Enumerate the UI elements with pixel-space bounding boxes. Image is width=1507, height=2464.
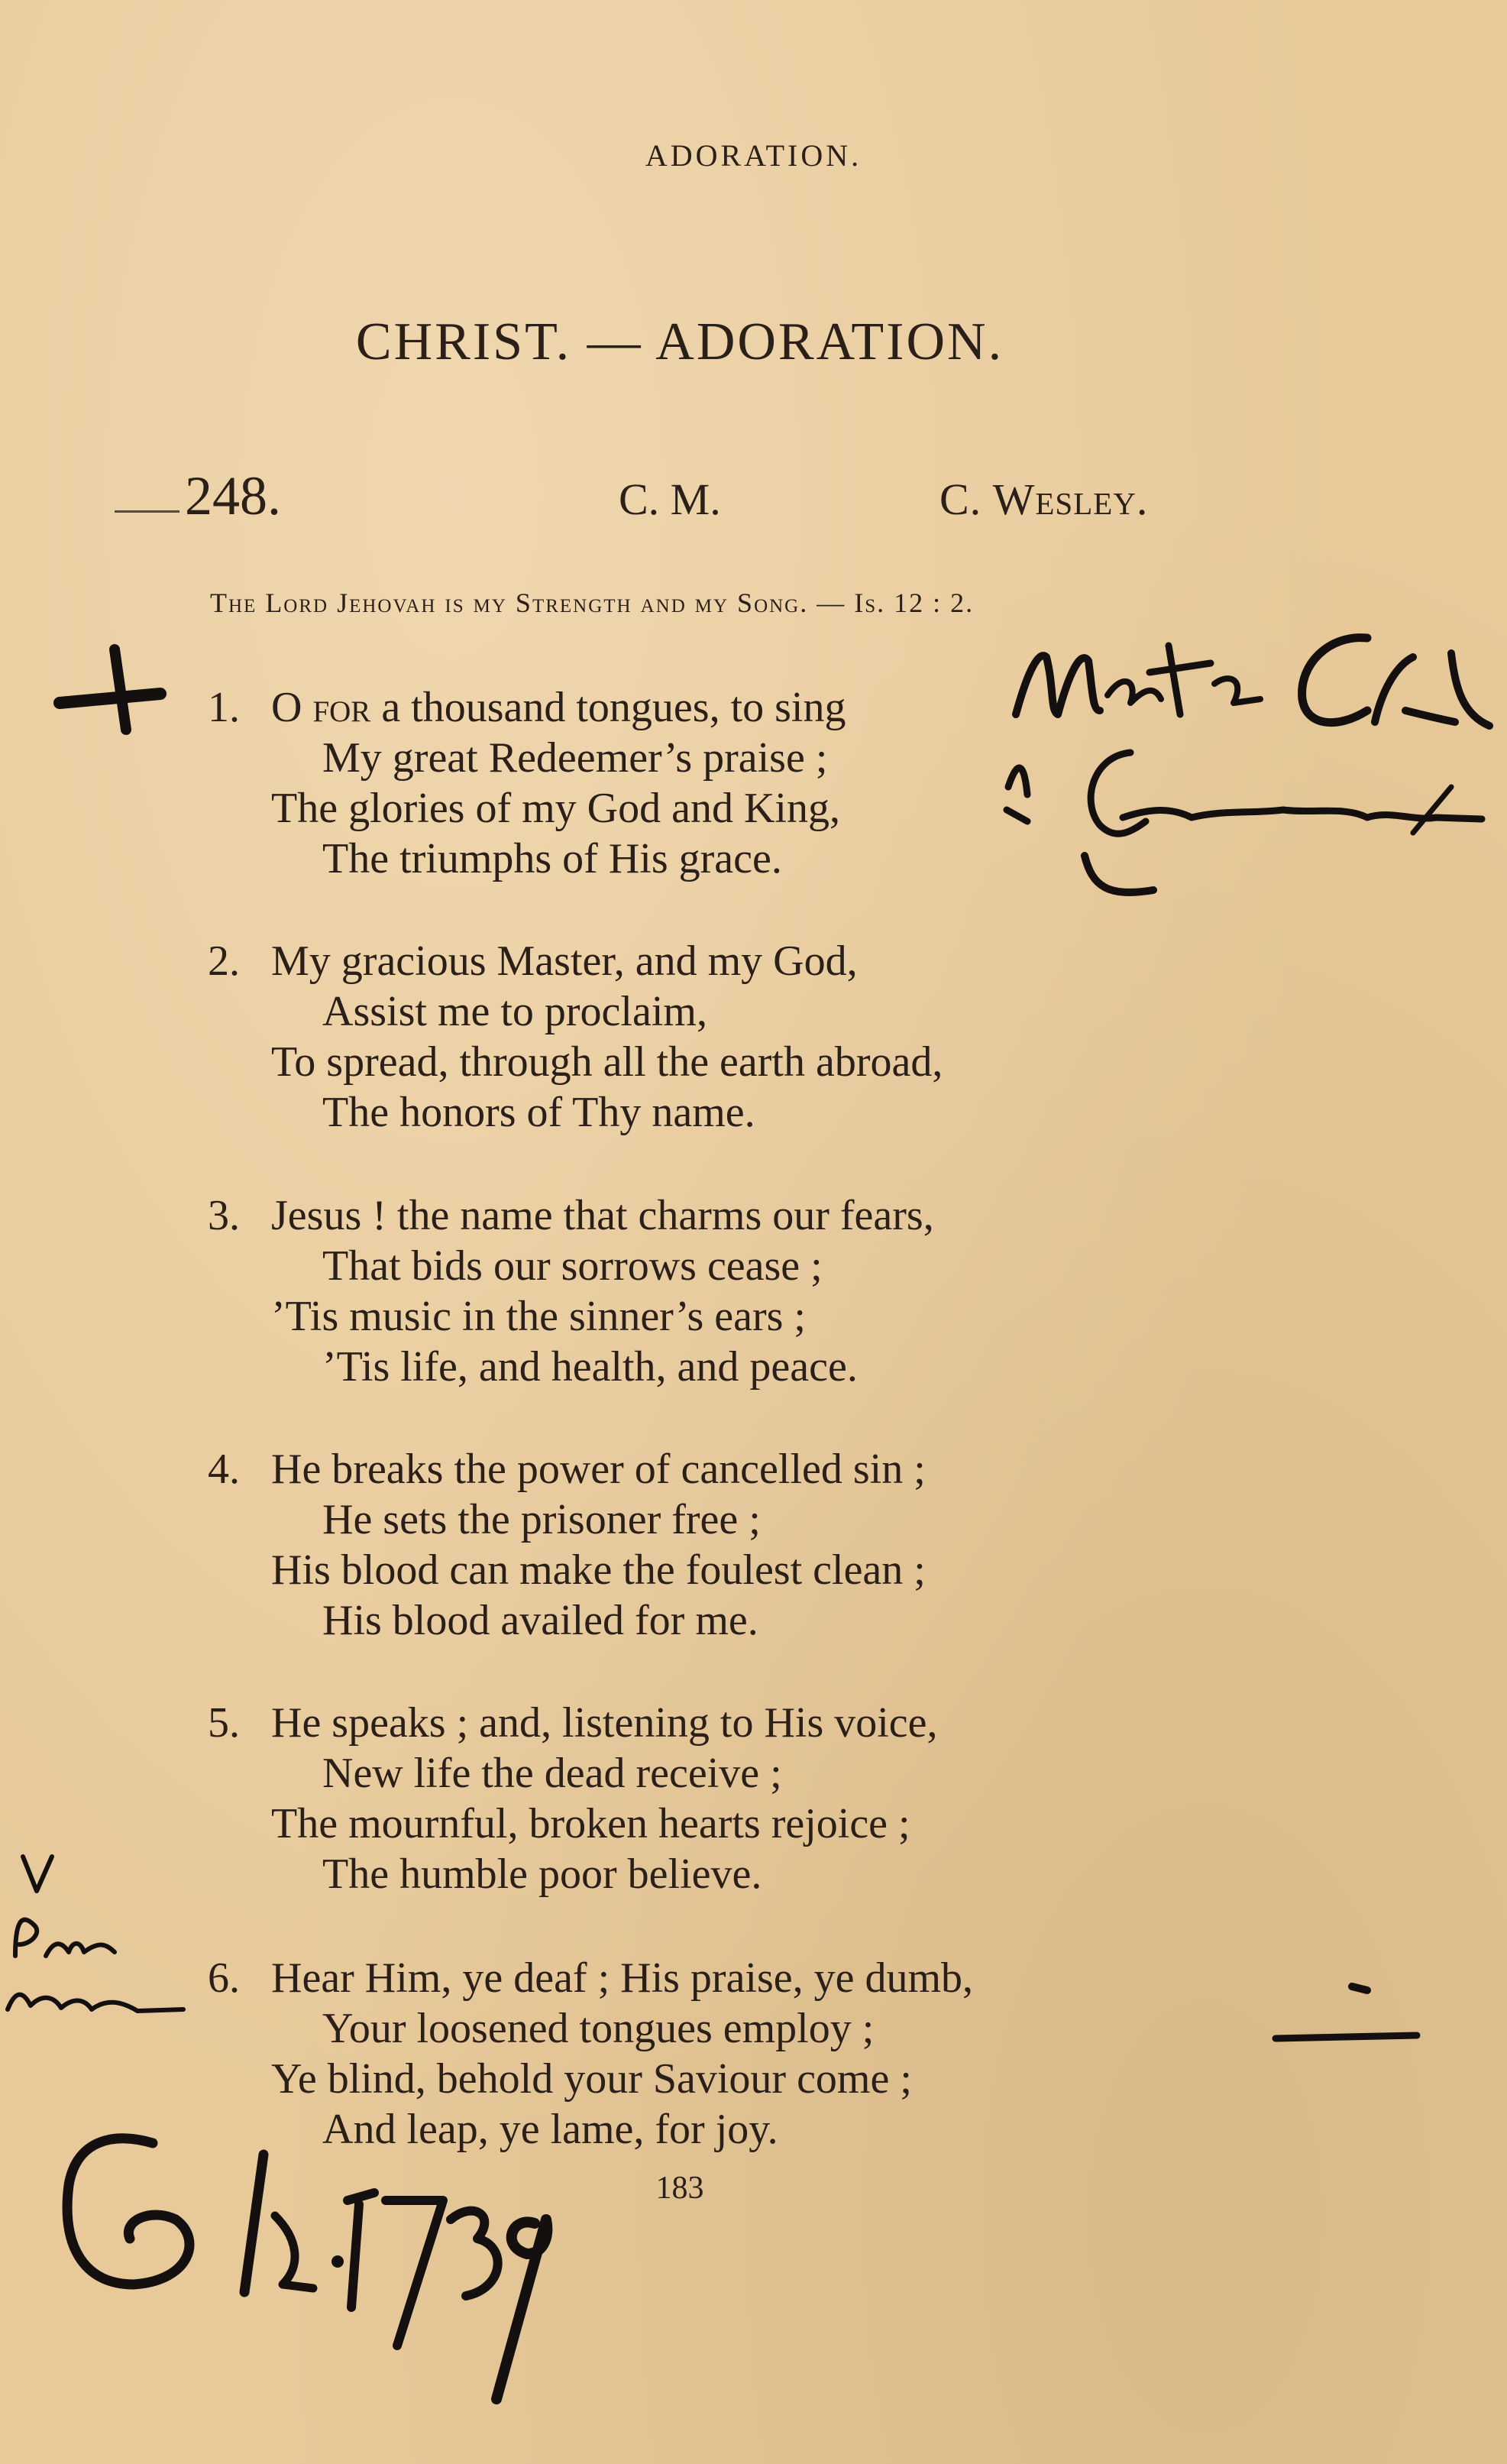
- stanza-line: He speaks ; and, listening to His voice,: [271, 1699, 938, 1747]
- stanza-number: 4.: [208, 1446, 240, 1493]
- handwritten-margin-marks: [8, 1857, 183, 2011]
- hymn-meter: C. M.: [619, 474, 721, 524]
- stanza-line: ’Tis music in the sinner’s ears ;: [271, 1293, 806, 1340]
- stanza-line: His blood can make the foulest clean ;: [271, 1546, 926, 1594]
- stanza-number: 2.: [208, 937, 240, 985]
- stanza-line: The mournful, broken hearts rejoice ;: [271, 1800, 910, 1847]
- stanza-number: 5.: [208, 1699, 240, 1747]
- section-title: CHRIST. — ADORATION.: [355, 312, 1004, 371]
- stanza-number: 1.: [208, 684, 240, 731]
- handwritten-period: [331, 2255, 344, 2268]
- stanza-number: 3.: [208, 1192, 240, 1239]
- stanza-first-word: O for: [271, 684, 371, 731]
- stanza-line: New life the dead receive ;: [322, 1750, 782, 1797]
- stanza-line: He sets the prisoner free ;: [322, 1496, 761, 1543]
- stanza-line: Jesus ! the name that charms our fears,: [271, 1192, 934, 1239]
- stanza-line-rest: a thousand tongues, to sing: [370, 684, 846, 731]
- hymn-subtitle: The Lord Jehovah is my Strength and my Song. — Is. 12 : 2.: [210, 588, 975, 618]
- handwritten-note-bottom-left: [67, 2139, 547, 2399]
- stanza-line: The glories of my God and King,: [271, 785, 840, 832]
- stanza-line: Ye blind, behold your Saviour come ;: [271, 2055, 912, 2103]
- stanza-line: ’Tis life, and health, and peace.: [322, 1343, 858, 1391]
- stanza-line: The honors of Thy name.: [322, 1089, 755, 1136]
- page-number: 183: [655, 2171, 704, 2206]
- stanza-line: Your loosened tongues employ ;: [322, 2005, 875, 2052]
- stanza-line: Assist me to proclaim,: [322, 988, 707, 1035]
- handwritten-note-bottom-left-text: [0, 0, 3, 1]
- stanza-line: That bids our sorrows cease ;: [322, 1242, 823, 1290]
- hymn-author: C. Wesley.: [939, 474, 1149, 524]
- hymn-number: 248.: [185, 465, 281, 526]
- stanza-line: The humble poor believe.: [322, 1850, 762, 1898]
- stanza-line: And leap, ye lame, for joy.: [322, 2106, 778, 2153]
- stanza-line: His blood availed for me.: [322, 1597, 758, 1644]
- stanza-line: My great Redeemer’s praise ;: [322, 734, 828, 782]
- stanza-line: My gracious Master, and my God,: [271, 937, 858, 985]
- stanza-number: 6.: [208, 1954, 240, 2002]
- handwritten-cross-mark: [60, 649, 160, 730]
- stanza-line: The triumphs of His grace.: [322, 835, 782, 882]
- handwritten-dash-right: [1276, 1986, 1417, 2038]
- stanza-line: To spread, through all the earth abroad,: [271, 1038, 943, 1086]
- stanza-line: He breaks the power of cancelled sin ;: [271, 1446, 926, 1493]
- running-head: ADORATION.: [645, 138, 862, 173]
- handwritten-note-top-right: [1007, 638, 1489, 892]
- stanza-line: Hear Him, ye deaf ; His praise, ye dumb,: [271, 1954, 974, 2002]
